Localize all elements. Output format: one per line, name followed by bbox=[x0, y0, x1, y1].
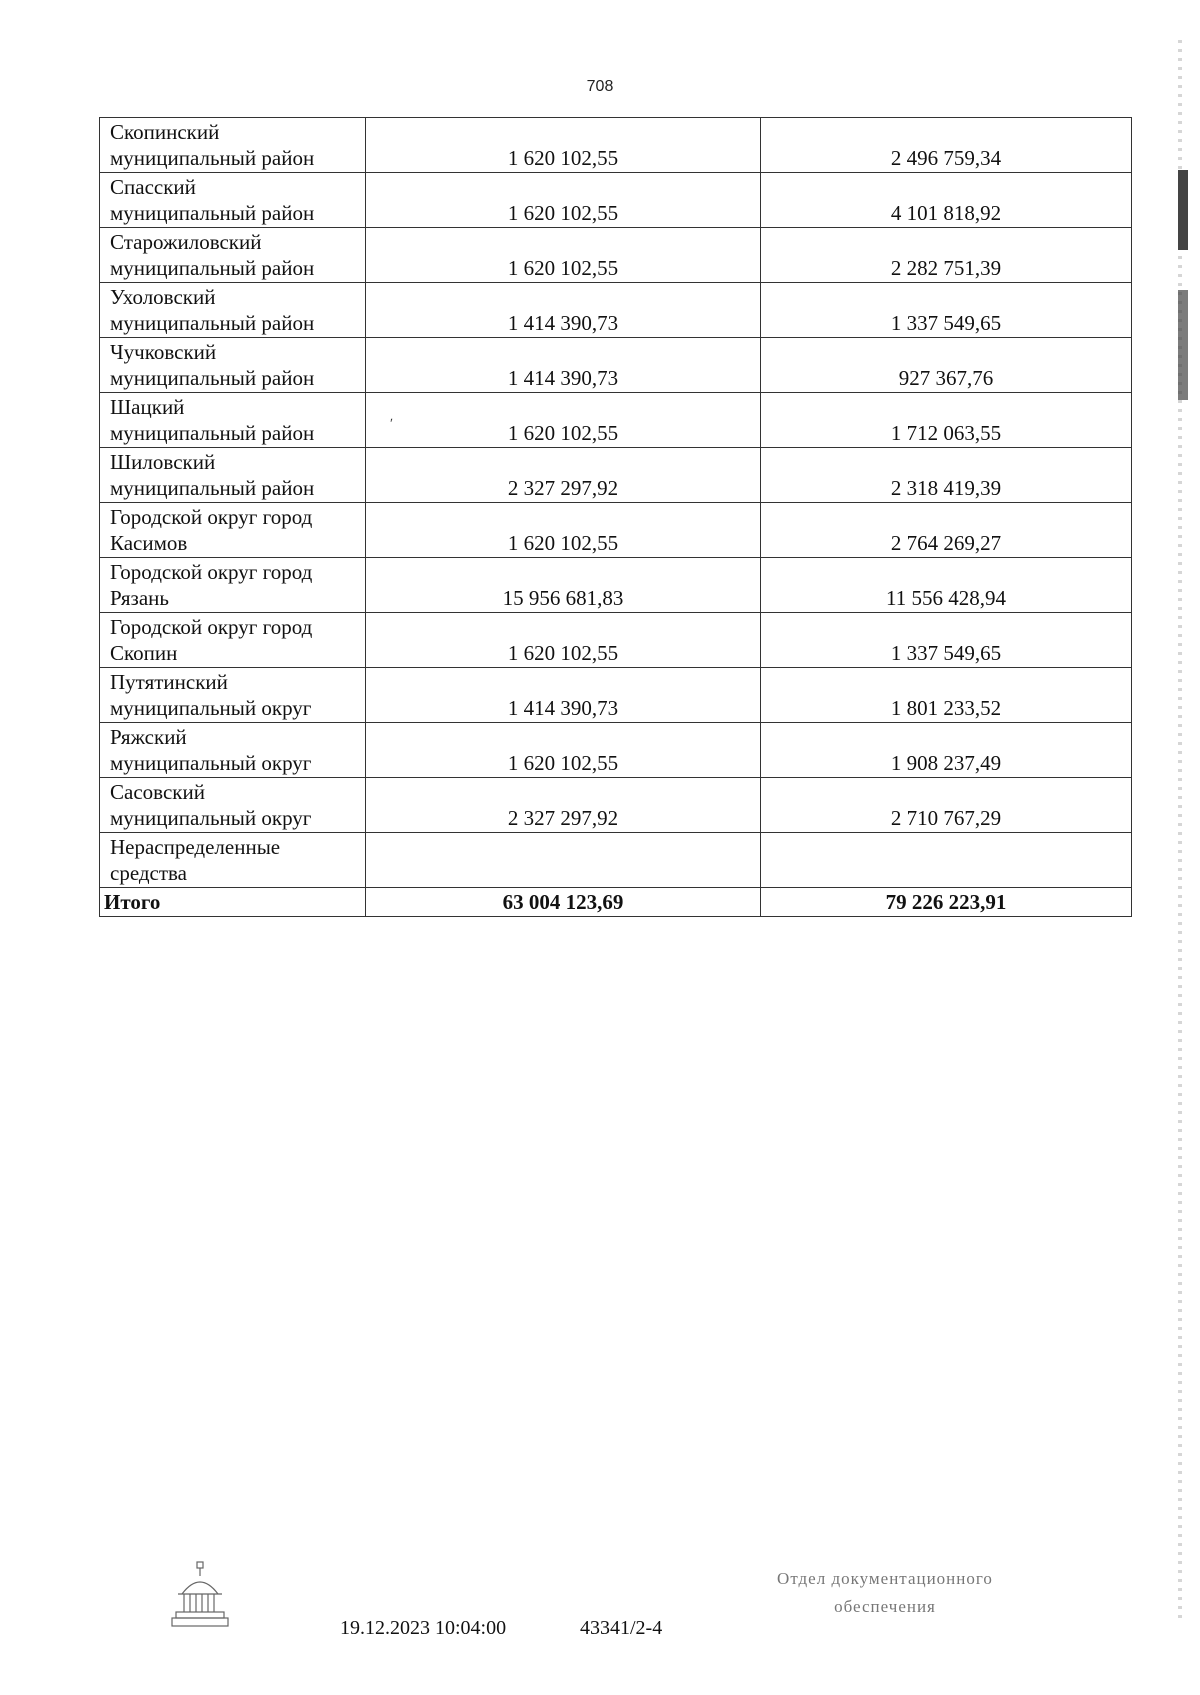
amount-col2-cell: 4 101 818,92 bbox=[761, 173, 1132, 228]
territory-name-cell bbox=[100, 668, 366, 723]
territory-name-line: Спасский bbox=[110, 175, 196, 199]
amount-col2-cell: 2 764 269,27 bbox=[761, 503, 1132, 558]
territory-name-cell bbox=[100, 338, 366, 393]
scan-speck: ʹ bbox=[390, 417, 394, 432]
amount-col2-cell: 1 908 237,49 bbox=[761, 723, 1132, 778]
territory-name-line: муниципальный район bbox=[110, 311, 315, 335]
total-col2-cell: 79 226 223,91 bbox=[761, 888, 1132, 917]
table-row bbox=[100, 668, 1132, 723]
territory-name-line: Сасовский bbox=[110, 780, 205, 804]
amount-col1-cell: 1 620 102,55 bbox=[366, 503, 761, 558]
total-label-cell: Итого bbox=[100, 888, 366, 917]
footer-datetime: 19.12.2023 10:04:00 bbox=[340, 1617, 507, 1639]
amount-col1-cell: 2 327 297,92 bbox=[366, 778, 761, 833]
table-row bbox=[100, 613, 1132, 668]
allocation-table bbox=[99, 117, 1132, 917]
table-row bbox=[100, 503, 1132, 558]
emblem-logo-icon bbox=[168, 1560, 232, 1632]
territory-name-line: Нераспределенные bbox=[110, 835, 281, 859]
territory-name-line: Путятинский bbox=[110, 670, 228, 694]
territory-name-line: муниципальный район bbox=[110, 146, 315, 170]
amount-col2-cell: 2 496 759,34 bbox=[761, 118, 1132, 173]
territory-name-line: Городской округ город bbox=[110, 505, 313, 529]
territory-name-cell bbox=[100, 448, 366, 503]
amount-col2-cell: 1 337 549,65 bbox=[761, 283, 1132, 338]
amount-col1-cell: 1 620 102,55 bbox=[366, 173, 761, 228]
amount-col1-cell: 1 414 390,73 bbox=[366, 668, 761, 723]
territory-name-line: Скопинский bbox=[110, 120, 220, 144]
amount-col1-cell: 2 327 297,92 bbox=[366, 448, 761, 503]
department-stamp-line: обеспечения bbox=[834, 1597, 936, 1616]
scan-edge-artifact bbox=[1178, 40, 1182, 1620]
amount-col1-cell: 15 956 681,83 bbox=[366, 558, 761, 613]
amount-col2-cell: 1 801 233,52 bbox=[761, 668, 1132, 723]
territory-name-cell bbox=[100, 393, 366, 448]
territory-name-cell bbox=[100, 723, 366, 778]
territory-name-cell bbox=[100, 613, 366, 668]
territory-name-line: муниципальный район bbox=[110, 256, 315, 280]
amount-col1-cell: 1 620 102,55 bbox=[366, 118, 761, 173]
amount-col2-cell bbox=[761, 833, 1132, 888]
total-row bbox=[100, 888, 1132, 917]
amount-col1-cell: 1 620 102,55 bbox=[366, 723, 761, 778]
amount-col2-cell: 2 318 419,39 bbox=[761, 448, 1132, 503]
territory-name-line: Чучковский bbox=[110, 340, 217, 364]
table-row bbox=[100, 338, 1132, 393]
amount-col2-cell: 11 556 428,94 bbox=[761, 558, 1132, 613]
amount-col2-cell: 1 337 549,65 bbox=[761, 613, 1132, 668]
territory-name-cell bbox=[100, 503, 366, 558]
territory-name-line: Ряжский bbox=[110, 725, 187, 749]
amount-col2-cell: 2 710 767,29 bbox=[761, 778, 1132, 833]
territory-name-cell bbox=[100, 778, 366, 833]
amount-col1-cell: 1 620 102,55 bbox=[366, 228, 761, 283]
territory-name-line: Городской округ город bbox=[110, 615, 313, 639]
territory-name-cell bbox=[100, 833, 366, 888]
territory-name-cell bbox=[100, 118, 366, 173]
territory-name-line: муниципальный район bbox=[110, 421, 315, 445]
territory-name-line: Ухоловский bbox=[110, 285, 216, 309]
table-row bbox=[100, 228, 1132, 283]
table-row bbox=[100, 393, 1132, 448]
territory-name-line: муниципальный округ bbox=[110, 806, 312, 830]
amount-col2-cell: 2 282 751,39 bbox=[761, 228, 1132, 283]
territory-name-line: Старожиловский bbox=[110, 230, 262, 254]
total-col1-cell: 63 004 123,69 bbox=[366, 888, 761, 917]
amount-col1-cell: 1 414 390,73 bbox=[366, 283, 761, 338]
scan-edge-mark bbox=[1178, 170, 1188, 250]
table-row bbox=[100, 558, 1132, 613]
department-stamp-line: Отдел документационного bbox=[777, 1569, 993, 1588]
territory-name-cell bbox=[100, 228, 366, 283]
amount-col1-cell: 1 414 390,73 bbox=[366, 338, 761, 393]
territory-name-line: муниципальный округ bbox=[110, 696, 312, 720]
amount-col1-cell bbox=[366, 833, 761, 888]
amount-col1-cell: 1 620 102,55 bbox=[366, 613, 761, 668]
territory-name-line: муниципальный район bbox=[110, 201, 315, 225]
territory-name-cell bbox=[100, 558, 366, 613]
territory-name-line: Рязань bbox=[110, 586, 169, 610]
territory-name-cell bbox=[100, 283, 366, 338]
territory-name-line: муниципальный район bbox=[110, 476, 315, 500]
table-row bbox=[100, 118, 1132, 173]
territory-name-line: Шацкий bbox=[110, 395, 185, 419]
territory-name-cell bbox=[100, 173, 366, 228]
table-row bbox=[100, 173, 1132, 228]
table-row bbox=[100, 723, 1132, 778]
table-row bbox=[100, 778, 1132, 833]
table-body bbox=[100, 118, 1132, 917]
table-row bbox=[100, 283, 1132, 338]
territory-name-line: Касимов bbox=[110, 531, 188, 555]
department-stamp bbox=[720, 1565, 1050, 1621]
table-row bbox=[100, 448, 1132, 503]
amount-col1-cell: 1 620 102,55 bbox=[366, 393, 761, 448]
page-number: 708 bbox=[586, 78, 614, 95]
territory-name-line: средства bbox=[110, 861, 188, 885]
scan-edge-mark bbox=[1178, 290, 1188, 400]
amount-col2-cell: 1 712 063,55 bbox=[761, 393, 1132, 448]
territory-name-line: Шиловский bbox=[110, 450, 216, 474]
territory-name-line: муниципальный округ bbox=[110, 751, 312, 775]
table-row bbox=[100, 833, 1132, 888]
territory-name-line: Скопин bbox=[110, 641, 178, 665]
footer-reg-number: 43341/2-4 bbox=[580, 1617, 663, 1639]
territory-name-line: Городской округ город bbox=[110, 560, 313, 584]
amount-col2-cell: 927 367,76 bbox=[761, 338, 1132, 393]
territory-name-line: муниципальный район bbox=[110, 366, 315, 390]
